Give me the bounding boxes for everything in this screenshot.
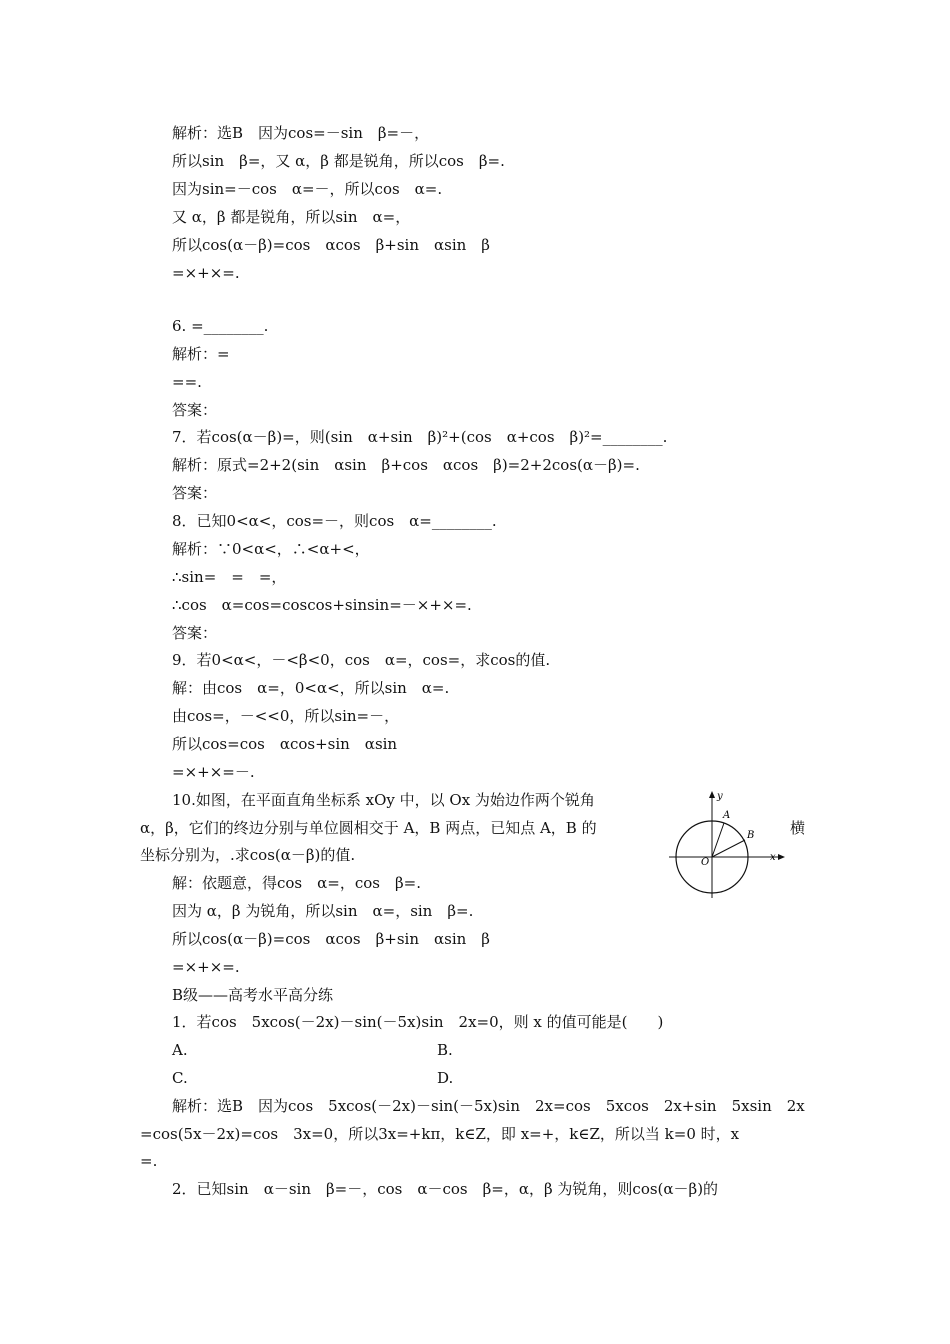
text-line: 所以sin β=，又 α，β 都是锐角，所以cos β=. [172, 152, 505, 170]
text-line: =. [140, 1152, 158, 1170]
question-b1: 1．若cos 5xcos(－2x)－sin(－5x)sin 2x=0，则 x 的值可能是( ) [172, 1013, 664, 1031]
question-10: 10.如图，在平面直角坐标系 xOy 中，以 Ox 为始边作两个锐角 [172, 791, 595, 809]
text-line: 因为 α，β 为锐角，所以sin α=，sin β=. [172, 902, 474, 920]
option-c: C. [172, 1069, 188, 1087]
text-fragment: 横 [790, 819, 806, 837]
text-line: 解析：= [172, 345, 230, 363]
x-axis-arrow [778, 854, 785, 860]
text-line: 因为sin=－cos α=－，所以cos α=. [172, 180, 443, 198]
question-6: 6. =________. [172, 317, 269, 335]
label-y: y [717, 791, 723, 802]
text-line: 解析：原式=2+2(sin αsin β+cos αcos β)=2+2cos(α－β)=. [172, 456, 640, 474]
answer-label: 答案： [172, 401, 218, 419]
question-b2: 2．已知sin α－sin β=－，cos α－cos β=，α，β 为锐角，则cos(α－β)的 [172, 1180, 719, 1198]
label-x: x [770, 852, 776, 863]
text-line: 解析：∵0<α<，∴<α+<， [172, 540, 370, 558]
text-line: 所以cos(α－β)=cos αcos β+sin αsin β [172, 236, 490, 254]
text-line: =×+×=－. [172, 763, 255, 781]
option-d: D. [437, 1069, 454, 1087]
text-line: ∴sin= = =， [172, 568, 287, 586]
answer-label: 答案： [172, 624, 218, 642]
text-line: 解析：选B 因为cos=－sin β=－， [172, 124, 430, 142]
y-axis-arrow [709, 791, 715, 798]
text-line: =cos(5x－2x)=cos 3x=0，所以3x=+kπ，k∈Z，即 x=+，k∈Z，所以当 k=0 时，x [140, 1125, 740, 1143]
option-a: A. [172, 1041, 188, 1059]
text-line: 坐标分别为，.求cos(α－β)的值. [140, 846, 356, 864]
section-heading: B级——高考水平高分练 [172, 986, 334, 1004]
text-line: =×+×=. [172, 264, 240, 282]
text-line: α，β，它们的终边分别与单位圆相交于 A，B 两点，已知点 A，B 的 [140, 819, 597, 837]
label-b: B [747, 830, 755, 841]
text-line: 由cos=，－<<0，所以sin=－， [172, 707, 400, 725]
text-line: 所以cos=cos αcos+sin αsin [172, 735, 398, 753]
question-7: 7．若cos(α－β)=，则(sin α+sin β)²+(cos α+cos β)²=________. [172, 428, 668, 446]
label-o: O [701, 857, 710, 868]
text-line: 所以cos(α－β)=cos αcos β+sin αsin β [172, 930, 490, 948]
text-line: 解析：选B 因为cos 5xcos(－2x)－sin(－5x)sin 2x=cos 5xcos 2x+sin 5xsin 2x [172, 1097, 805, 1115]
text-line: =×+×=. [172, 958, 240, 976]
text-line: ==. [172, 373, 202, 391]
text-line: 又 α，β 都是锐角，所以sin α=， [172, 208, 411, 226]
question-8: 8．已知0<α<，cos=－，则cos α=________. [172, 512, 497, 530]
answer-label: 答案： [172, 484, 218, 502]
label-a: A [723, 810, 731, 821]
question-9: 9．若0<α<，－<β<0，cos α=，cos=，求cos的值. [172, 651, 551, 669]
unit-circle-figure [665, 786, 790, 901]
option-b: B. [437, 1041, 453, 1059]
text-line: 解：由cos α=，0<α<，所以sin α=. [172, 679, 450, 697]
text-line: ∴cos α=cos=coscos+sinsin=－×+×=. [172, 596, 472, 614]
text-line: 解：依题意，得cos α=，cos β=. [172, 874, 421, 892]
